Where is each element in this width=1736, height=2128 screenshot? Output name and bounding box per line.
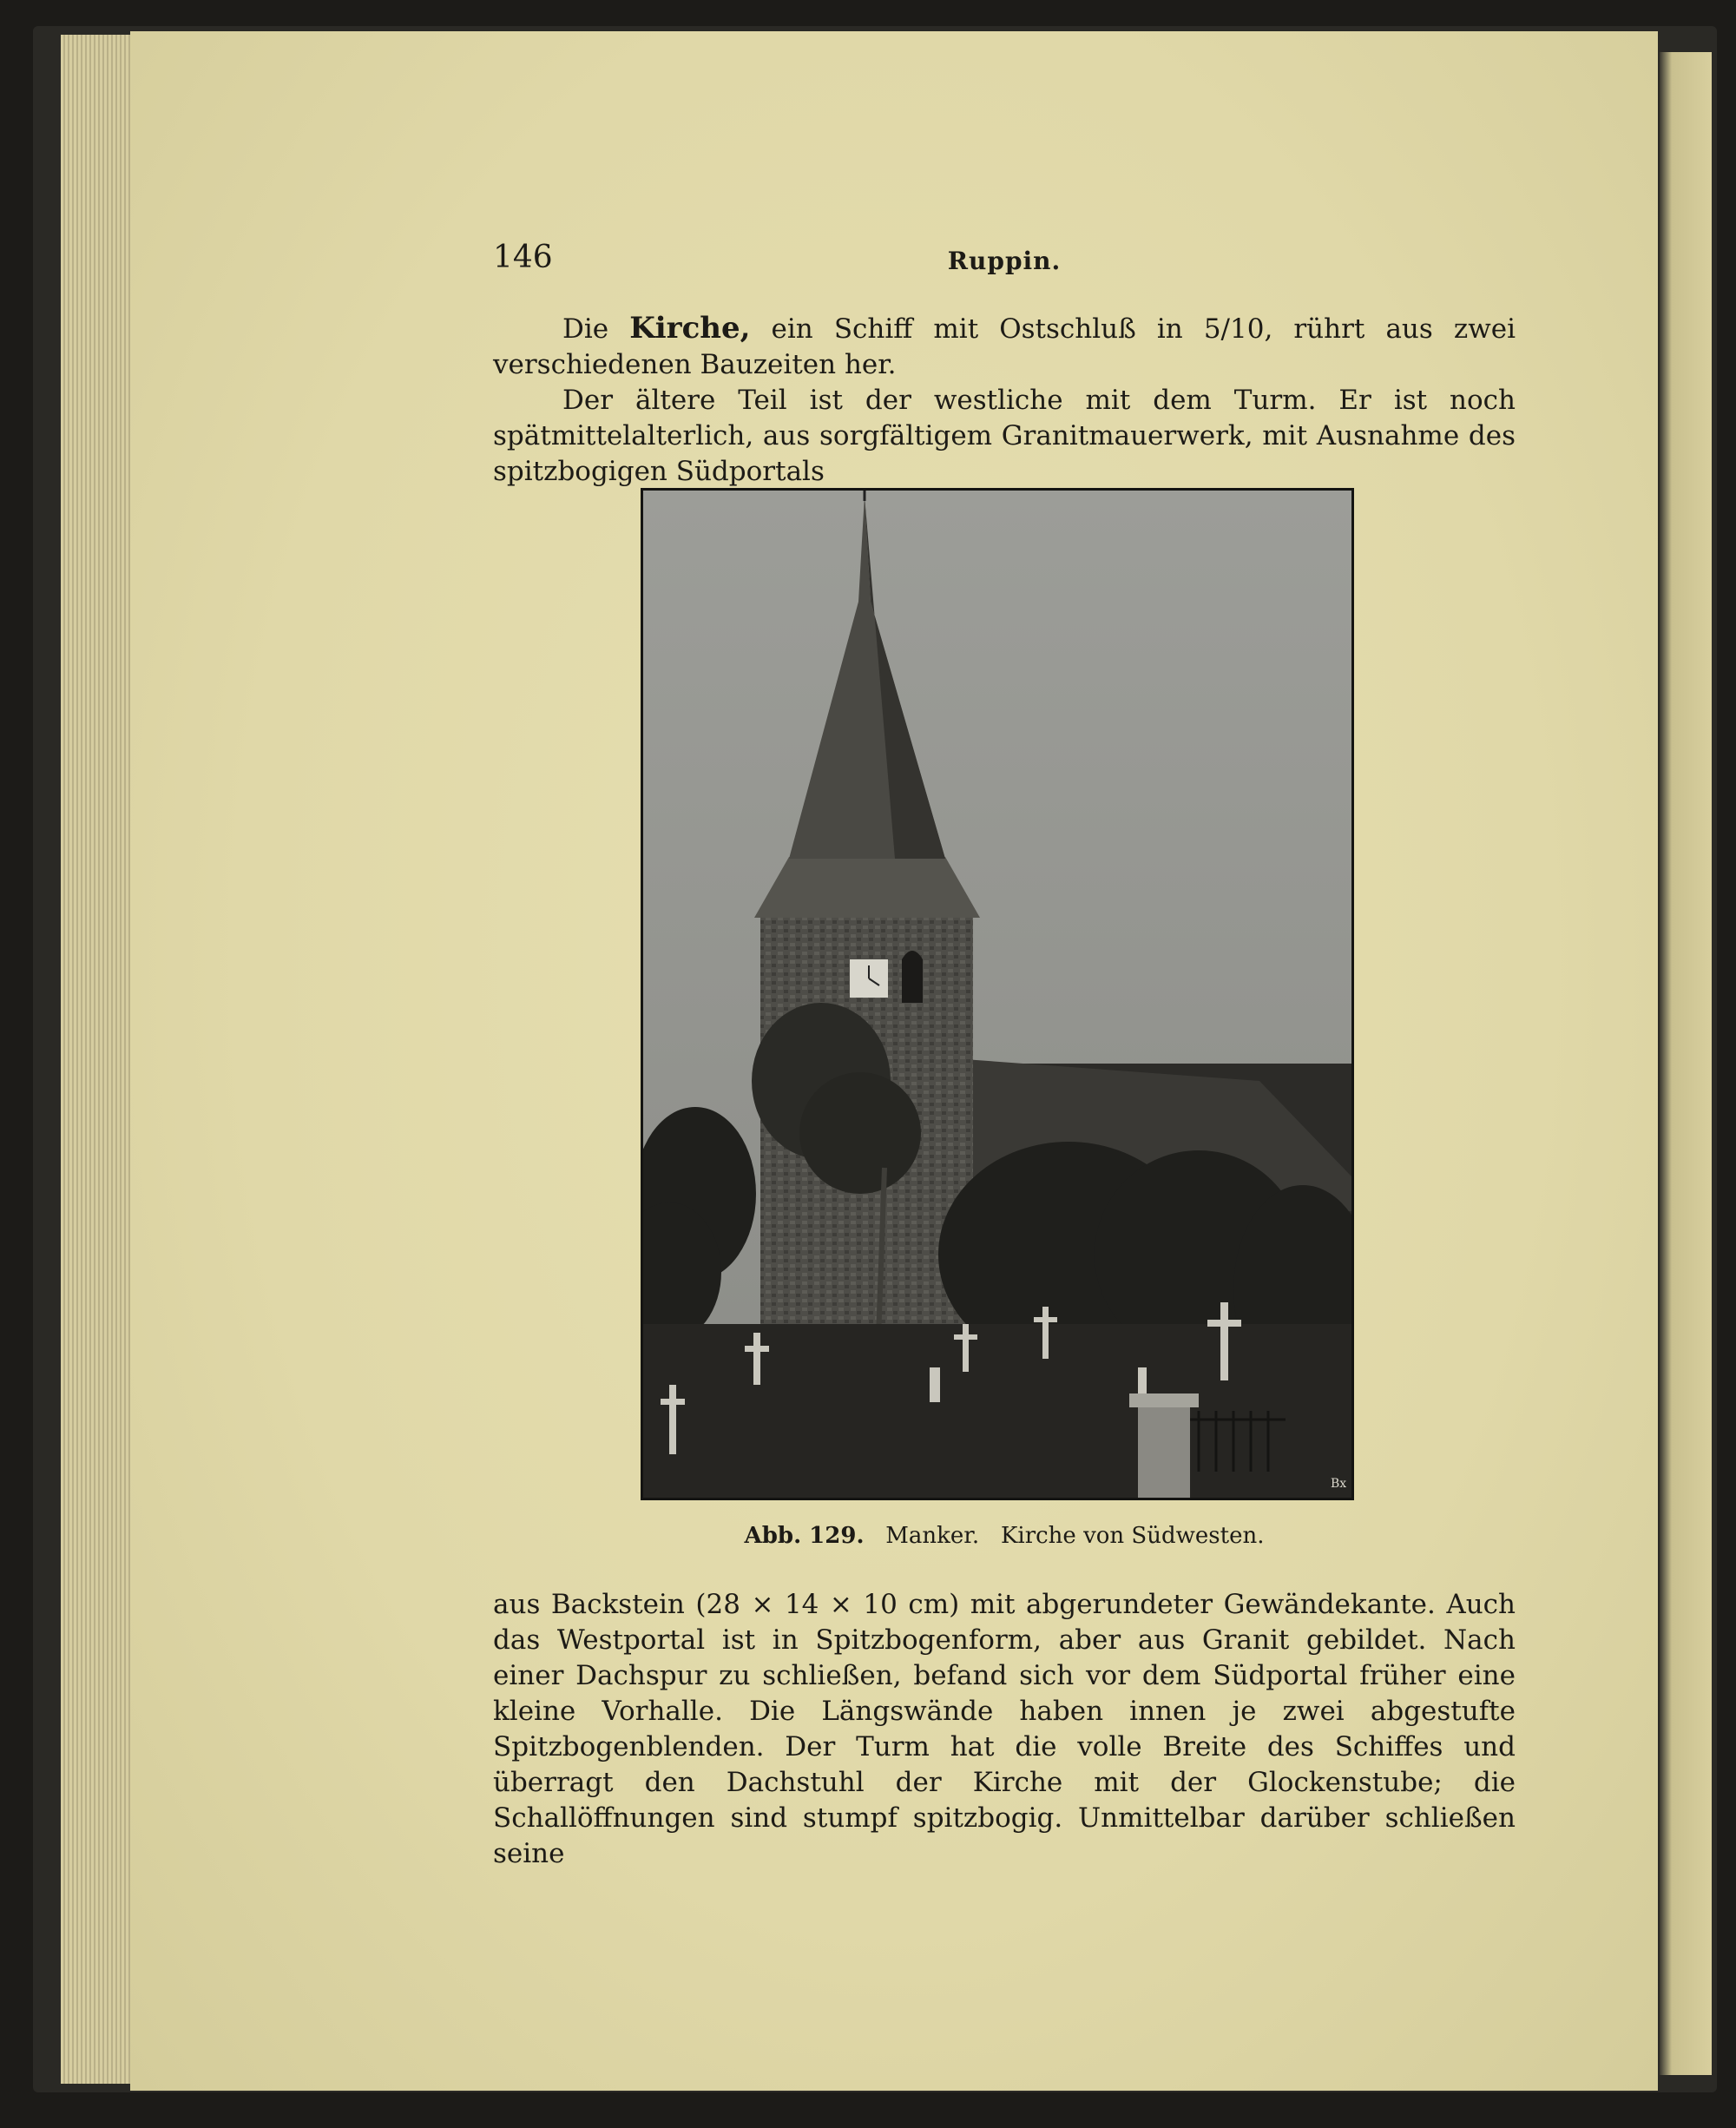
paragraph-1 (493, 311, 1516, 383)
keyword-kirche: Kirche, (629, 311, 751, 346)
sound-opening (902, 951, 923, 1003)
grave-pillar-cap (1129, 1393, 1199, 1407)
text-block-bottom (493, 1587, 1516, 1872)
right-page-edge (1660, 52, 1712, 2075)
running-head: Ruppin. (947, 247, 1062, 275)
paragraph-3: aus Backstein (28 × 14 × 10 cm) mit abgerundeter Gewändekante. Auch das Westportal ist in Spitzbogenform, aber aus Granit gebildet. Nach einer Dachspur zu schließen, befand sich vor dem Südportal früher eine kleine Vorhalle. Die Längswände haben innen je zwei abgestufte Spitzbogenblenden. Der Turm hat die volle Breite des Schiffes und überragt den Dachstuhl der Kirche mit der Glockenstube; die Schallöffnungen sind stumpf spitzbogig. Unmittelbar darüber schließen seine (493, 1589, 1516, 1869)
text-block-top (493, 311, 1516, 490)
caption-title: Kirche von Südwesten. (1000, 1523, 1265, 1549)
tower-roof-base (754, 857, 980, 918)
paragraph-1-rest: ein Schiff mit Ostschluß in 5/10, rührt aus zwei verschiedenen Bauzeiten her. (493, 313, 1516, 380)
church-photograph (641, 488, 1354, 1500)
caption-place: Manker. (885, 1523, 980, 1549)
grave-pillar (1138, 1402, 1190, 1498)
paragraph-1-lead: Die (562, 313, 630, 345)
church-illustration (643, 491, 1351, 1498)
caption-number: Abb. 129. (744, 1523, 865, 1549)
paragraph-2: Der ältere Teil ist der westliche mit dem Turm. Er ist noch spätmittelalterlich, aus sorgfältigem Granitmauerwerk, mit Ausnahme des spitzbogigen Südportals (493, 385, 1516, 487)
figure-caption (493, 1523, 1516, 1549)
page-number: 146 (493, 240, 553, 275)
photo-signature: Bx (1331, 1477, 1347, 1491)
page-header (493, 240, 1516, 283)
